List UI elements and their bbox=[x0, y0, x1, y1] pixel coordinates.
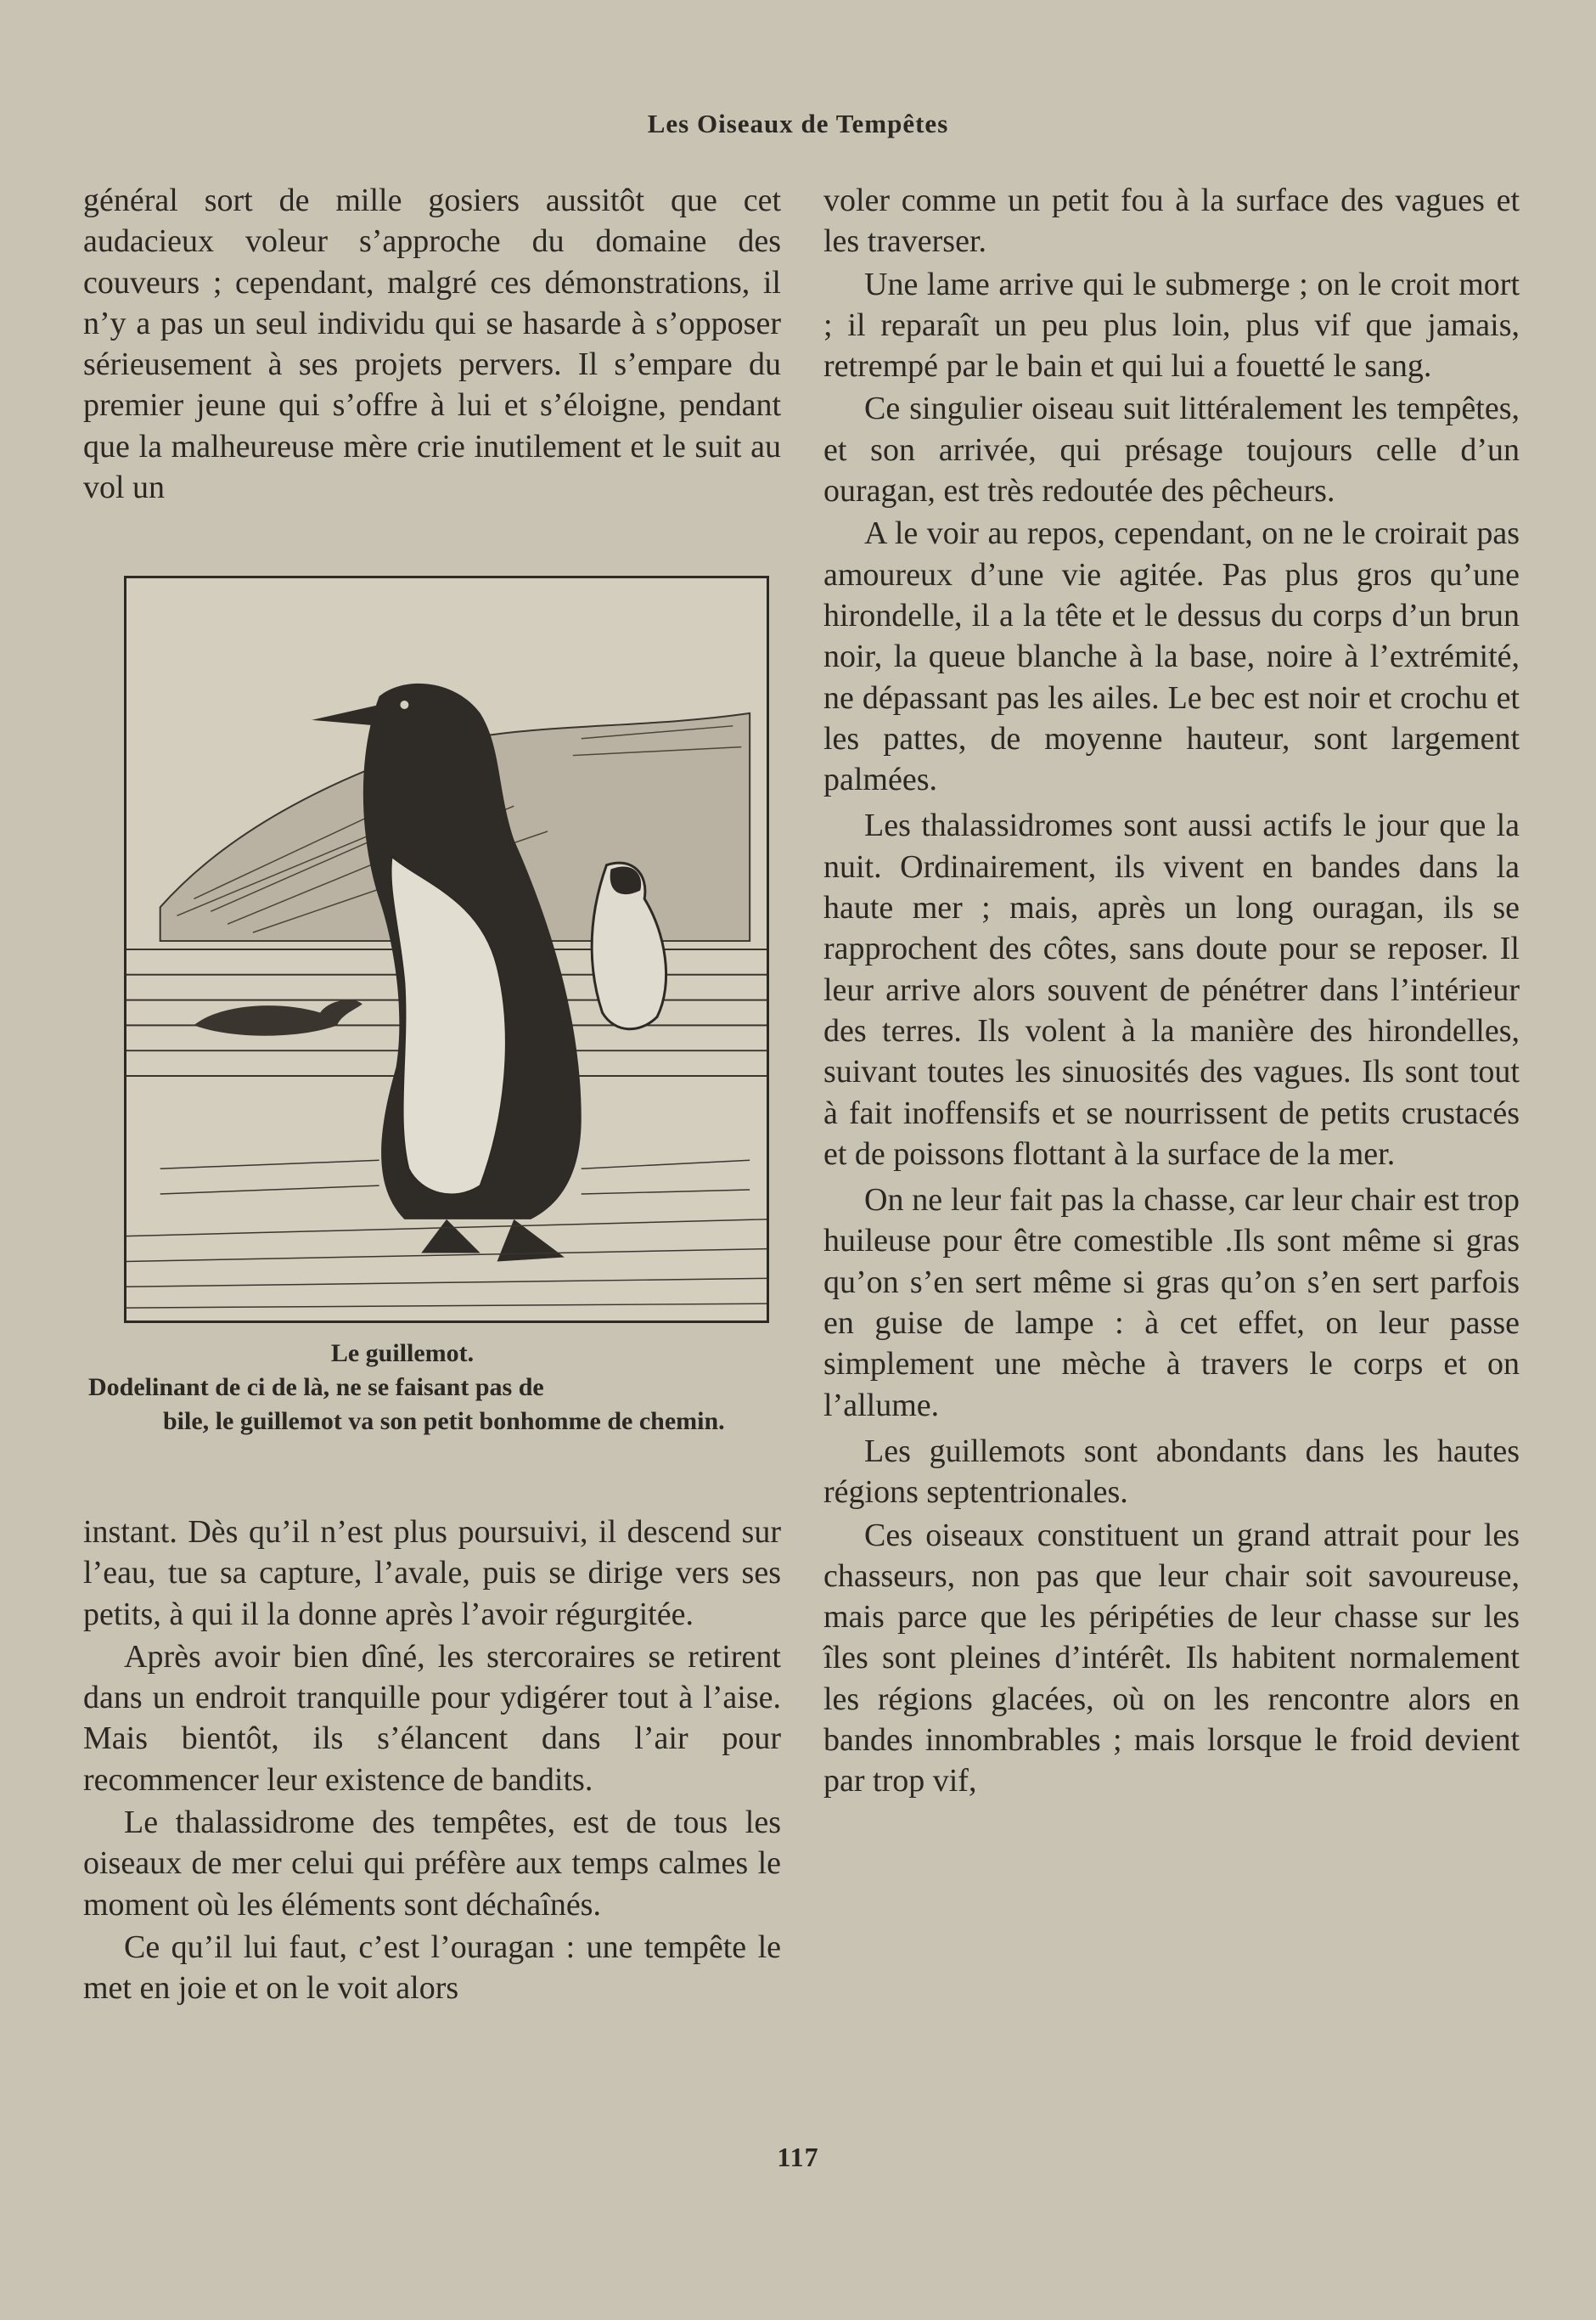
caption-line: bile, le guillemot va son petit bonhomme de chemin. bbox=[163, 1407, 725, 1435]
paragraph: A le voir au repos, cependant, on ne le croirait pas amoureux d’une vie agitée. Pas plus gros qu’une hirondelle, il a la tête et le dessus du corps d’un brun noir, la queue blanche à la base, noire à l’extrémité, ne dépassant pas les ailes. Le bec est noir et crochu et les pattes, de moyenne hauteur, sont largement palmées. bbox=[823, 515, 1520, 798]
paragraph: Le thalassidrome des tempêtes, est de tous les oiseaux de mer celui qui préfère aux temps calmes le moment où les éléments sont déchaînés. bbox=[83, 1805, 781, 1923]
figure-caption bbox=[88, 1337, 784, 1439]
paragraph: Une lame arrive qui le submerge ; on le croit mort ; il reparaît un peu plus loin, plus vif que jamais, retrempé par le bain et qui lui a fouetté le sang. bbox=[823, 266, 1520, 385]
paragraph: Les guillemots sont abondants dans les hautes régions septentrionales. bbox=[823, 1433, 1520, 1511]
paragraph: Les thalassidromes sont aussi actifs le jour que la nuit. Ordinairement, ils vivent en bandes dans la haute mer ; mais, après un long ouragan, ils se rapprochent des côtes, sans doute pour se reposer. Il leur arrive alors souvent de pénétrer dans l’intérieur des terres. Ils volent à la manière des hirondelles, suivant toutes les sinuosités des vagues. Ils sont tout à fait inoffensifs et se nourrissent de petits crustacés et de poissons flottant à la surface de la mer. bbox=[823, 808, 1520, 1172]
guillemot-illustration bbox=[124, 576, 769, 1323]
engraving-image bbox=[126, 578, 767, 1320]
paragraph: Ce qu’il lui faut, c’est l’ouragan : une tempête le met en joie et on le voit alors bbox=[83, 1929, 781, 2007]
left-column-top bbox=[83, 180, 781, 508]
caption-title: Le guillemot. bbox=[330, 1339, 475, 1367]
caption-line: Dodelinant de ci de là, ne se faisant pas de bbox=[88, 1373, 544, 1401]
paragraph: On ne leur fait pas la chasse, car leur chair est trop huileuse pour être comestible .Ils sont même si gras qu’on s’en sert même si gras qu’on s’en sert parfois en guise de lampe : à cet effet, on leur passe simplement une mèche à travers le corps et on l’allume. bbox=[823, 1182, 1520, 1423]
left-column-bottom bbox=[83, 1512, 781, 2009]
paragraph: général sort de mille gosiers aussitôt que cet audacieux voleur s’approche du domaine des couveurs ; cependant, malgré ces démonstrations, il n’y a pas un seul individu qui se hasarde à s’opposer sérieusement à ses projets pervers. Il s’empare du premier jeune qui s’offre à lui et s’éloigne, pendant que la malheureuse mère crie inutilement et le suit au vol un bbox=[83, 183, 781, 506]
paragraph: Après avoir bien dîné, les stercoraires se retirent dans un endroit tranquille pour ydigérer tout à l’aise. Mais bientôt, ils s’élancent dans l’air pour recommencer leur existence de bandits. bbox=[83, 1638, 781, 1798]
right-column bbox=[823, 180, 1520, 1802]
paragraph: Ces oiseaux constituent un grand attrait pour les chasseurs, non pas que leur chair soit savoureuse, mais parce que les péripéties de leur chasse sur les îles sont pleines d’intérêt. Ils habitent normalement les régions glacées, où on les rencontre alors en bandes innombrables ; mais lorsque le froid devient par trop vif, bbox=[823, 1517, 1520, 1799]
running-header: Les Oiseaux de Tempêtes bbox=[647, 109, 949, 138]
paragraph: Ce singulier oiseau suit littéralement les tempêtes, et son arrivée, qui présage toujours celle d’un ouragan, est très redoutée des pêcheurs. bbox=[823, 391, 1520, 510]
page-number: 117 bbox=[777, 2142, 819, 2172]
paragraph: instant. Dès qu’il n’est plus poursuivi, il descend sur l’eau, tue sa capture, l’avale, puis se dirige vers ses petits, à qui il la donne après l’avoir régurgitée. bbox=[83, 1514, 781, 1632]
paragraph: voler comme un petit fou à la surface des vagues et les traverser. bbox=[823, 183, 1520, 260]
